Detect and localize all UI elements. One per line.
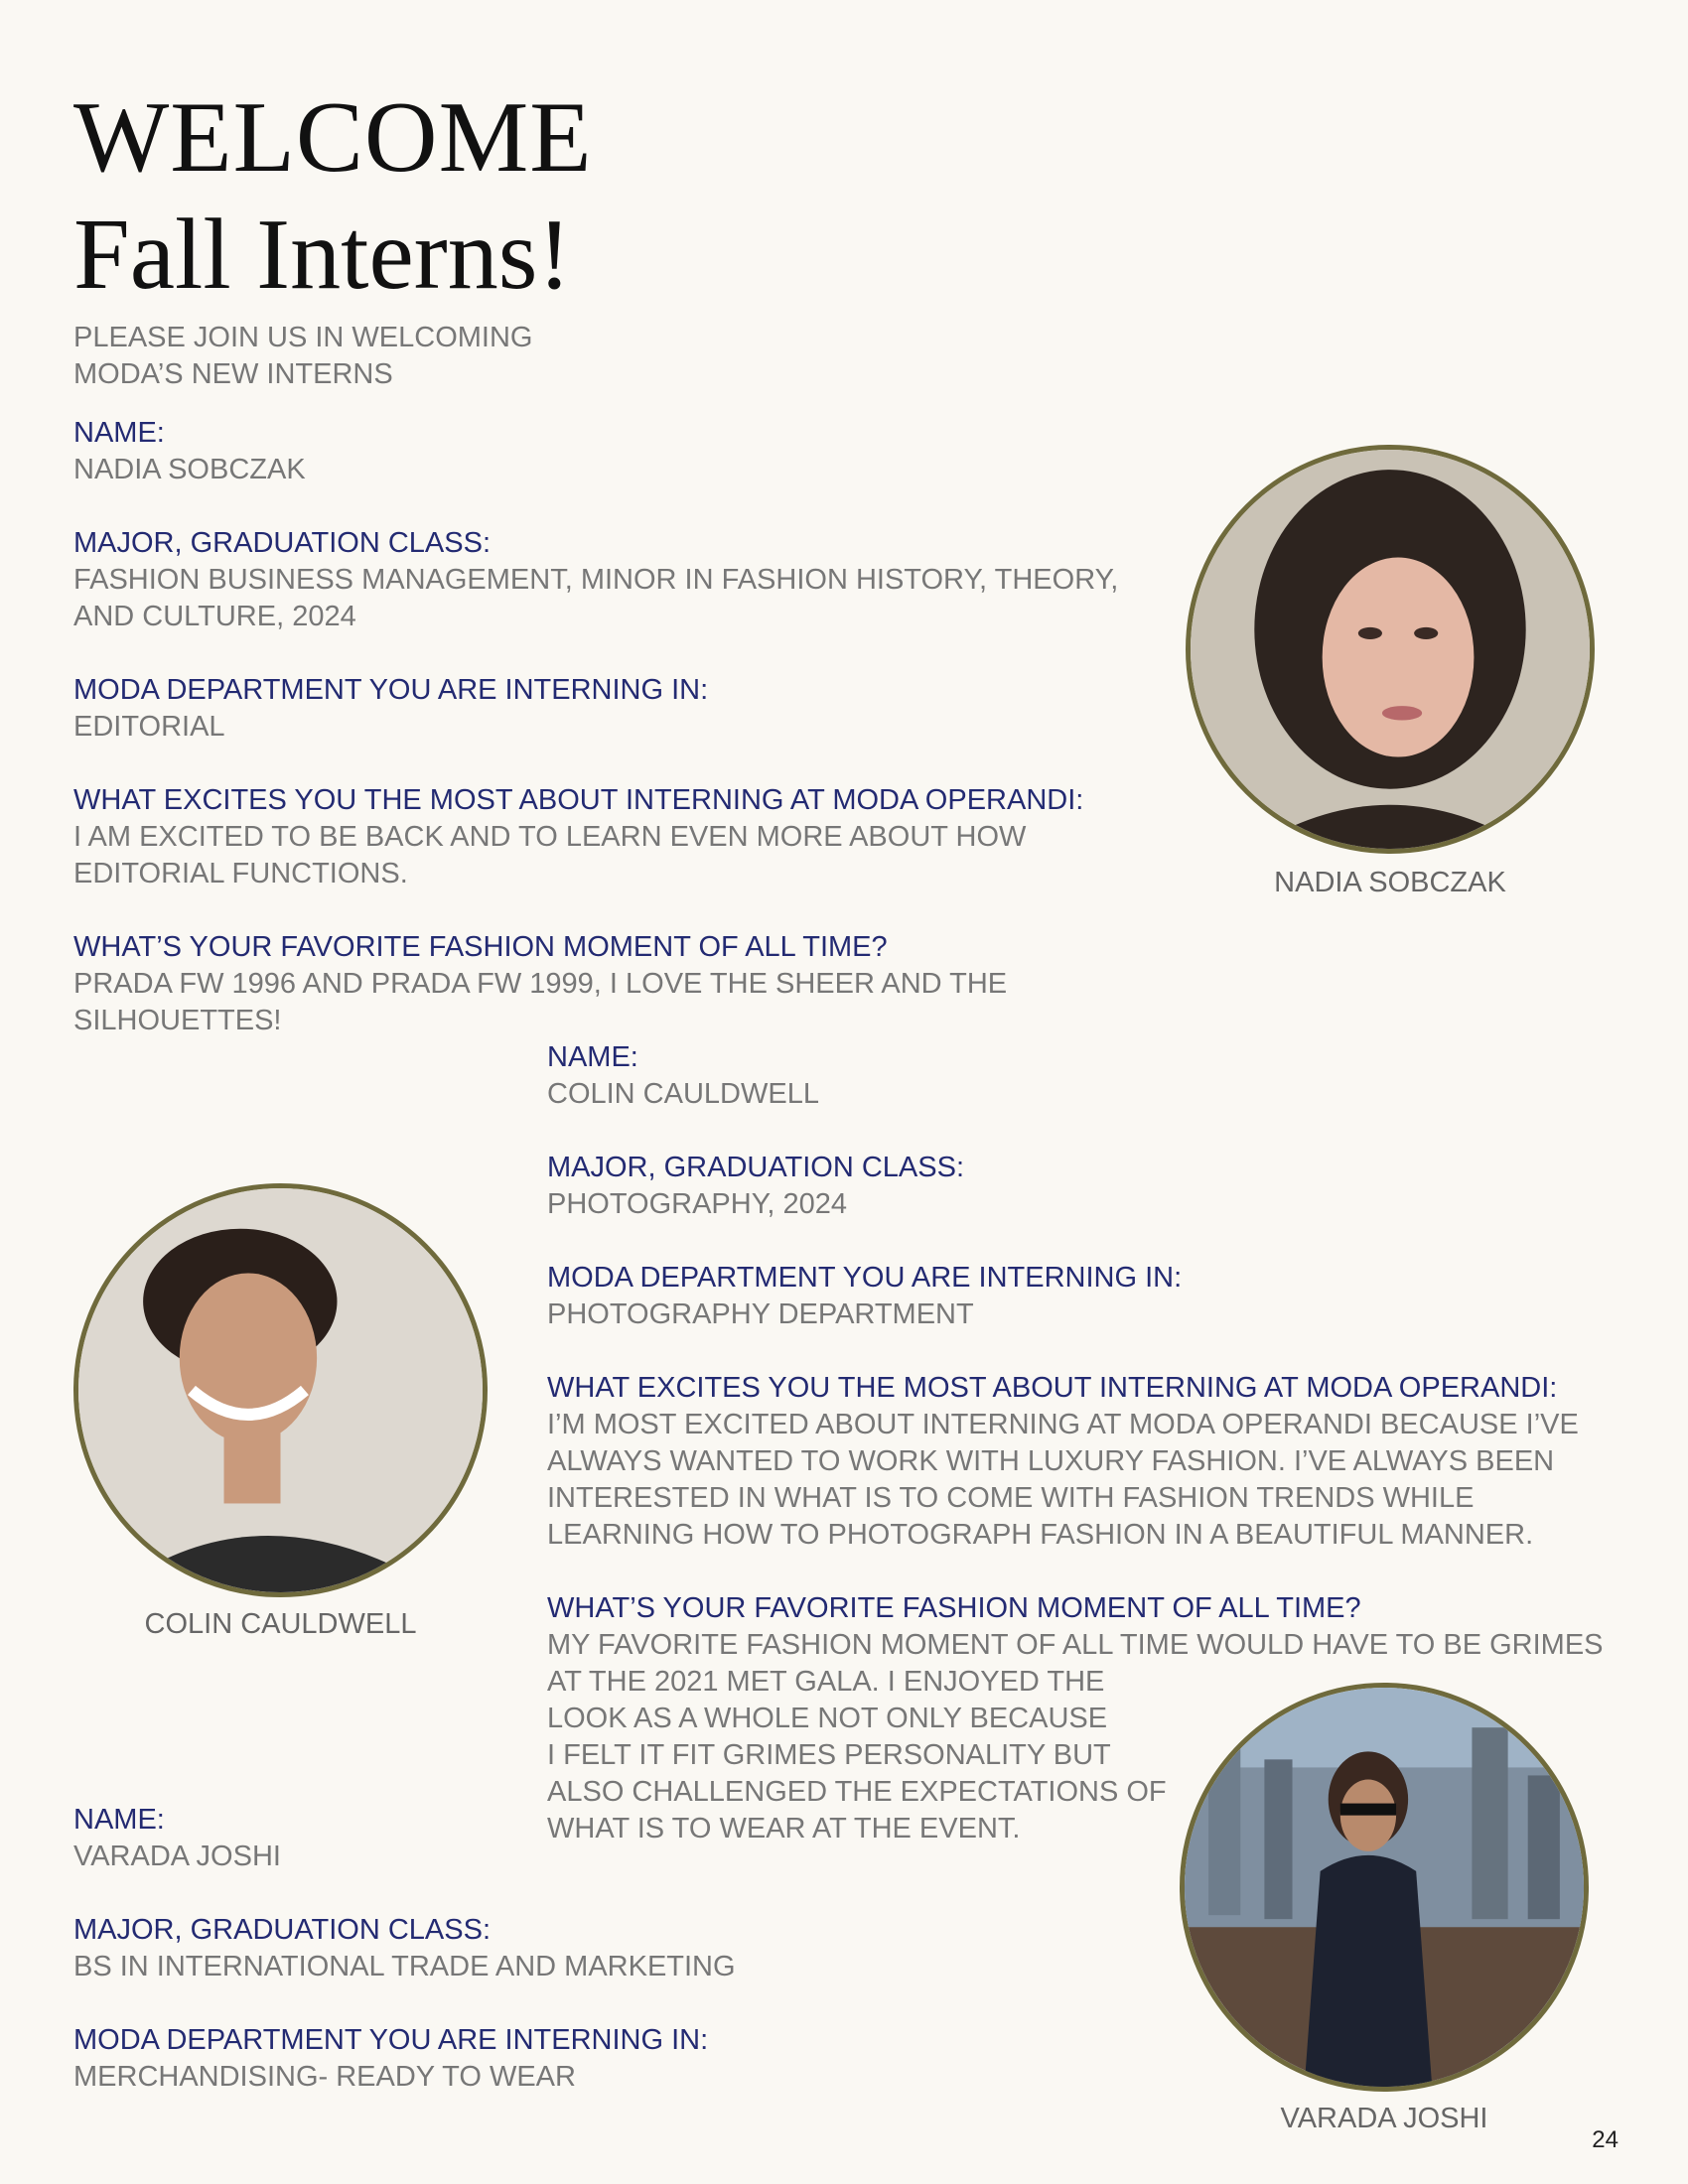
page-number: 24 (1592, 2126, 1618, 2153)
excites-value: I AM EXCITED TO BE BACK AND TO LEARN EVEN MORE ABOUT HOW (73, 821, 1027, 853)
excites-label: WHAT EXCITES YOU THE MOST ABOUT INTERNING AT MODA OPERANDI: (73, 784, 1084, 816)
nadia-portrait-photo (1186, 445, 1595, 854)
department-label: MODA DEPARTMENT YOU ARE INTERNING IN: (73, 2024, 709, 2056)
colin-photo-caption: COLIN CAULDWELL (144, 1608, 417, 1640)
excites-value: INTERESTED IN WHAT IS TO COME WITH FASHION TRENDS WHILE (547, 1482, 1475, 1514)
major-value: BS IN INTERNATIONAL TRADE AND MARKETING (73, 1951, 736, 1982)
page-title-line1: WELCOME (73, 81, 593, 194)
department-value: MERCHANDISING- READY TO WEAR (73, 2061, 576, 2093)
department-value: EDITORIAL (73, 711, 225, 743)
major-label: MAJOR, GRADUATION CLASS: (73, 1914, 492, 1946)
excites-label: WHAT EXCITES YOU THE MOST ABOUT INTERNING AT MODA OPERANDI: (547, 1372, 1558, 1404)
major-label: MAJOR, GRADUATION CLASS: (547, 1152, 965, 1183)
excites-value: LEARNING HOW TO PHOTOGRAPH FASHION IN A BEAUTIFUL MANNER. (547, 1519, 1534, 1551)
name-value: COLIN CAULDWELL (547, 1078, 819, 1110)
department-value: PHOTOGRAPHY DEPARTMENT (547, 1298, 974, 1330)
excites-value: ALWAYS WANTED TO WORK WITH LUXURY FASHION. I’VE ALWAYS BEEN (547, 1445, 1555, 1477)
department-label: MODA DEPARTMENT YOU ARE INTERNING IN: (547, 1262, 1183, 1294)
department-label: MODA DEPARTMENT YOU ARE INTERNING IN: (73, 674, 709, 706)
moment-value: PRADA FW 1996 AND PRADA FW 1999, I LOVE THE SHEER AND THE (73, 968, 1008, 1000)
varada-portrait-photo (1180, 1683, 1589, 2092)
moment-value: ALSO CHALLENGED THE EXPECTATIONS OF (547, 1776, 1167, 1808)
name-label: NAME: (73, 1804, 165, 1836)
major-value: FASHION BUSINESS MANAGEMENT, MINOR IN FASHION HISTORY, THEORY, (73, 564, 1119, 596)
major-value: AND CULTURE, 2024 (73, 601, 356, 632)
name-label: NAME: (73, 417, 165, 449)
name-value: NADIA SOBCZAK (73, 454, 306, 485)
name-label: NAME: (547, 1041, 638, 1073)
intern-profile-nadia (73, 415, 1118, 1039)
name-value: VARADA JOSHI (73, 1841, 281, 1872)
major-label: MAJOR, GRADUATION CLASS: (73, 527, 492, 559)
page-title-line2: Fall Interns! (73, 199, 572, 311)
moment-label: WHAT’S YOUR FAVORITE FASHION MOMENT OF ALL TIME? (547, 1592, 1361, 1624)
intro-text: PLEASE JOIN US IN WELCOMING MODA’S NEW INTERNS (73, 322, 533, 390)
excites-value: EDITORIAL FUNCTIONS. (73, 858, 408, 889)
major-value: PHOTOGRAPHY, 2024 (547, 1188, 847, 1220)
moment-value: MY FAVORITE FASHION MOMENT OF ALL TIME WOULD HAVE TO BE GRIMES (547, 1629, 1604, 1661)
intern-profile-varada (73, 1802, 736, 2096)
moment-value: WHAT IS TO WEAR AT THE EVENT. (547, 1813, 1021, 1844)
moment-value: AT THE 2021 MET GALA. I ENJOYED THE (547, 1666, 1105, 1698)
colin-portrait-photo (73, 1183, 488, 1597)
moment-value: I FELT IT FIT GRIMES PERSONALITY BUT (547, 1739, 1111, 1771)
varada-photo-caption: VARADA JOSHI (1280, 2103, 1488, 2134)
moment-label: WHAT’S YOUR FAVORITE FASHION MOMENT OF ALL TIME? (73, 931, 888, 963)
nadia-photo-caption: NADIA SOBCZAK (1274, 867, 1506, 898)
moment-value: SILHOUETTES! (73, 1005, 282, 1036)
excites-value: I’M MOST EXCITED ABOUT INTERNING AT MODA OPERANDI BECAUSE I’VE (547, 1409, 1579, 1440)
moment-value: LOOK AS A WHOLE NOT ONLY BECAUSE (547, 1703, 1108, 1734)
